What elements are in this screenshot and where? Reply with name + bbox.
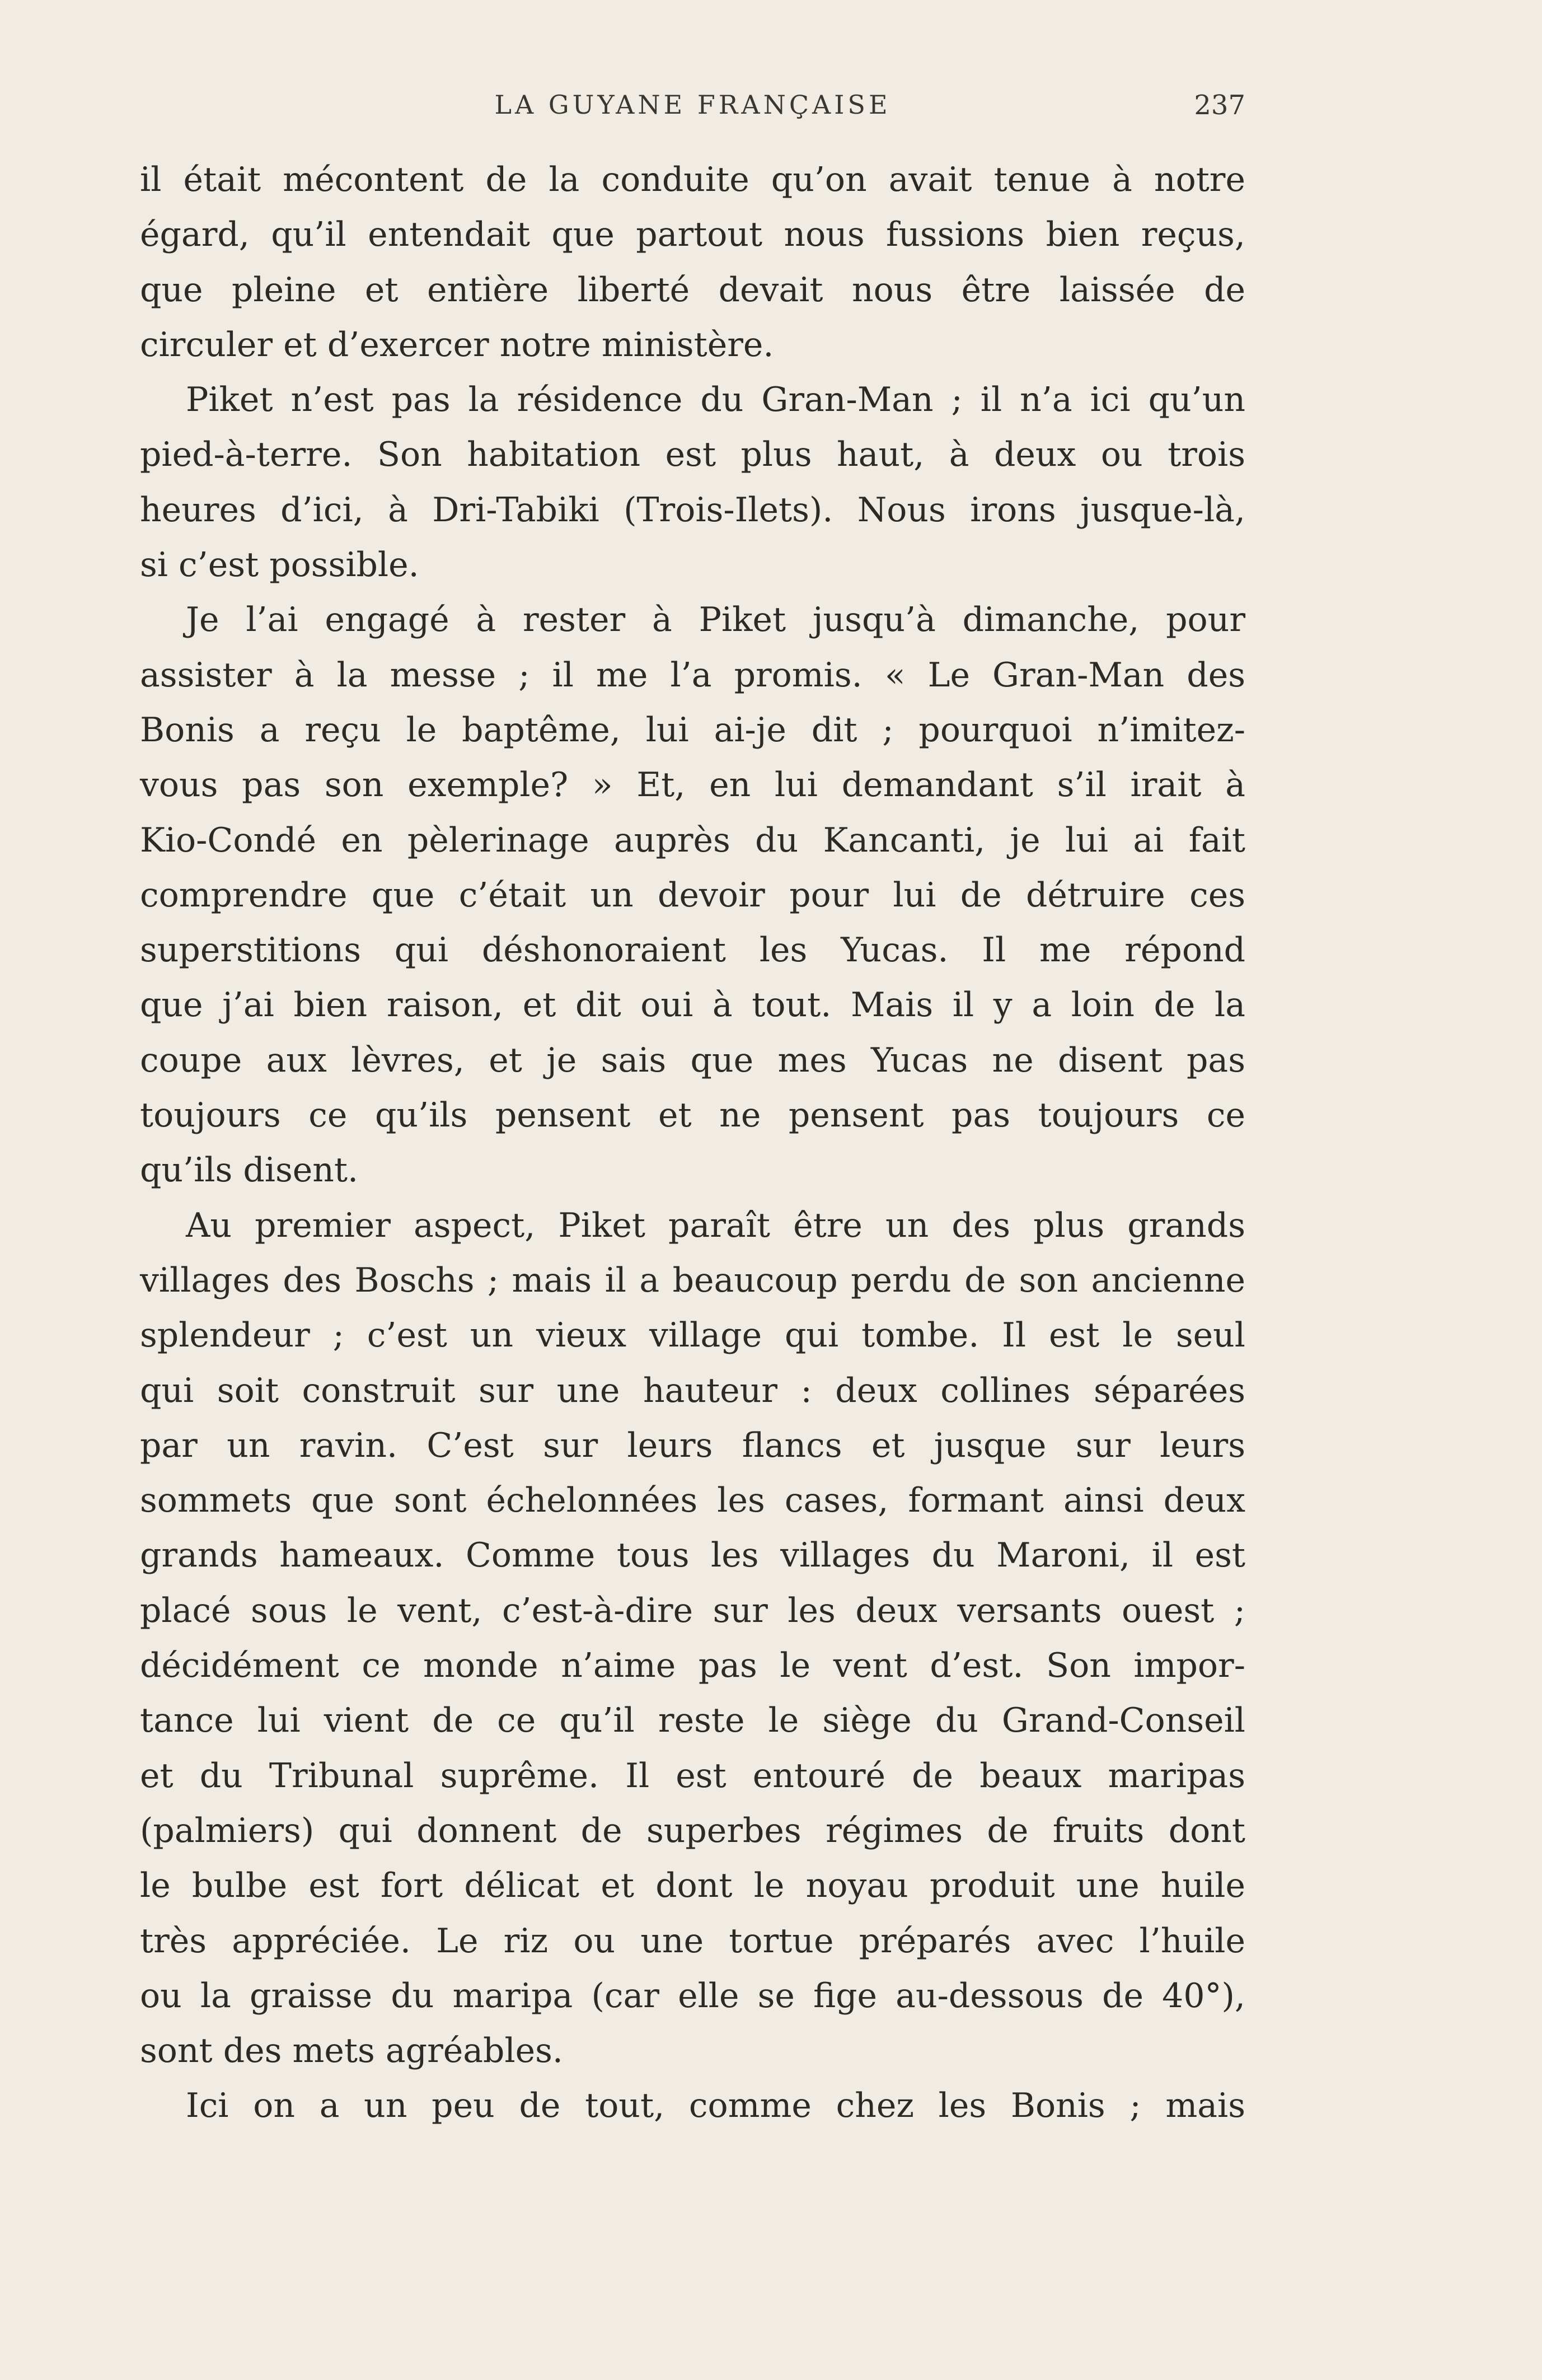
text-line: coupe aux lèvres, et je sais que mes Yucas ne disent pas bbox=[140, 1040, 1245, 1080]
text-line: qu’ils disent. bbox=[140, 1151, 359, 1190]
text-line: Bonis a reçu le baptême, lui ai-je dit ; pourquoi n’imitez- bbox=[140, 710, 1245, 750]
text-line: placé sous le vent, c’est-à-dire sur les deux versants ouest ; bbox=[140, 1591, 1245, 1630]
text-line: Je l’ai engagé à rester à Piket jusqu’à dimanche, pour bbox=[186, 600, 1245, 640]
text-line: grands hameaux. Comme tous les villages du Maroni, il est bbox=[140, 1536, 1245, 1575]
text-line: Kio-Condé en pèlerinage auprès du Kancanti, je lui ai fait bbox=[140, 820, 1245, 860]
text-line: décidément ce monde n’aime pas le vent d’est. Son impor- bbox=[140, 1646, 1245, 1686]
text-line: et du Tribunal suprême. Il est entouré de beaux maripas bbox=[140, 1756, 1245, 1795]
text-line: que pleine et entière liberté devait nous être laissée de bbox=[140, 270, 1245, 310]
running-head bbox=[140, 90, 1245, 134]
text-line: splendeur ; c’est un vieux village qui tombe. Il est le seul bbox=[140, 1316, 1245, 1355]
text-line: Au premier aspect, Piket paraît être un des plus grands bbox=[186, 1205, 1245, 1245]
text-line: si c’est possible. bbox=[140, 545, 419, 585]
text-line: vous pas son exemple? » Et, en lui demandant s’il irait à bbox=[140, 765, 1245, 805]
text-line: assister à la messe ; il me l’a promis. « Le Gran-Man des bbox=[140, 655, 1245, 695]
text-line: que j’ai bien raison, et dit oui à tout. Mais il y a loin de la bbox=[140, 985, 1245, 1025]
text-line: très appréciée. Le riz ou une tortue préparés avec l’huile bbox=[140, 1921, 1245, 1961]
text-line: il était mécontent de la conduite qu’on avait tenue à notre bbox=[140, 160, 1245, 199]
text-line: villages des Boschs ; mais il a beaucoup perdu de son ancienne bbox=[140, 1260, 1245, 1300]
text-line: le bulbe est fort délicat et dont le noyau produit une huile bbox=[140, 1866, 1245, 1906]
running-title: LA GUYANE FRANÇAISE bbox=[494, 90, 891, 120]
text-line: (palmiers) qui donnent de superbes régimes de fruits dont bbox=[140, 1811, 1245, 1850]
text-line: égard, qu’il entendait que partout nous fussions bien reçus, bbox=[140, 215, 1245, 255]
page-number: 237 bbox=[1194, 90, 1245, 121]
text-line: Piket n’est pas la résidence du Gran-Man ; il n’a ici qu’un bbox=[186, 380, 1245, 420]
text-line: heures d’ici, à Dri-Tabiki (Trois-Ilets). Nous irons jusque-là, bbox=[140, 490, 1245, 530]
text-line: tance lui vient de ce qu’il reste le siège du Grand-Conseil bbox=[140, 1701, 1245, 1741]
body-text bbox=[140, 152, 1245, 2134]
text-line: superstitions qui déshonoraient les Yucas. Il me répond bbox=[140, 931, 1245, 970]
text-line: Ici on a un peu de tout, comme chez les Bonis ; mais bbox=[186, 2086, 1245, 2126]
text-line: circuler et d’exercer notre ministère. bbox=[140, 325, 774, 364]
text-line: sont des mets agréables. bbox=[140, 2031, 564, 2071]
text-line: qui soit construit sur une hauteur : deux collines séparées bbox=[140, 1371, 1245, 1410]
text-line: ou la graisse du maripa (car elle se fige au-dessous de 40°), bbox=[140, 1976, 1245, 2016]
text-line: par un ravin. C’est sur leurs flancs et jusque sur leurs bbox=[140, 1425, 1245, 1465]
text-line: sommets que sont échelonnées les cases, formant ainsi deux bbox=[140, 1481, 1245, 1521]
text-line: pied-à-terre. Son habitation est plus haut, à deux ou trois bbox=[140, 435, 1245, 475]
text-line: comprendre que c’était un devoir pour lui de détruire ces bbox=[140, 875, 1245, 915]
text-line: toujours ce qu’ils pensent et ne pensent pas toujours ce bbox=[140, 1096, 1245, 1135]
